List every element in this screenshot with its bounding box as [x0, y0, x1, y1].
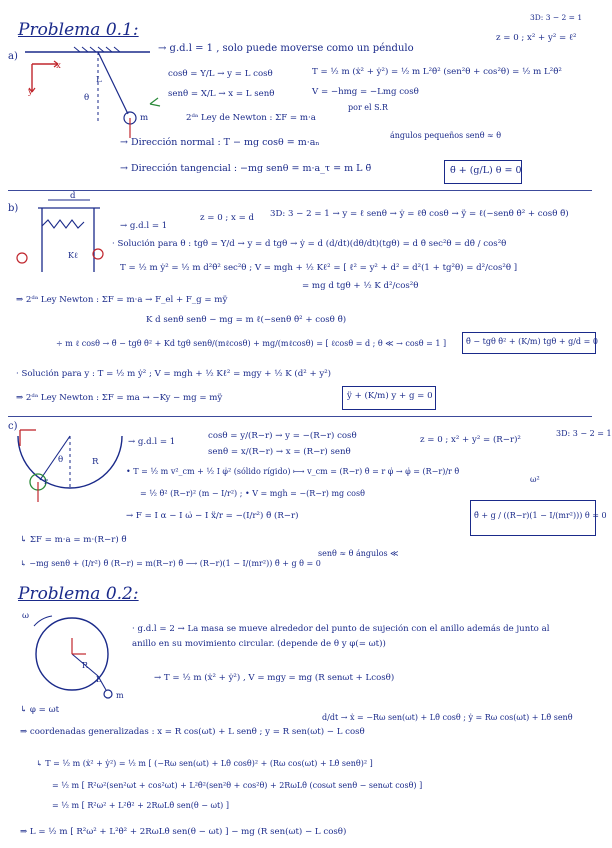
b-newton2: ⇒ 2ᵈᵃ Ley Newton : ΣF = ma → −Ky − mg = mÿ — [16, 393, 223, 403]
b-result2: ÿ + (K/m) y + g = 0 — [347, 391, 433, 401]
fig-p02-L: L — [96, 675, 102, 684]
p02-gdl: · g.d.l = 2 → La masa se mueve alrededor del punto de sujeción con el anillo además de junto al anillo en su movimiento circular. (depende de θ y φ(= ωt)) — [132, 624, 550, 649]
c-x: cosθ = y/(R−r) → y = −(R−r) cosθ — [208, 431, 357, 441]
a-small-angle: ángulos pequeños senθ ≈ θ — [390, 131, 502, 140]
fig-a-x: x — [56, 61, 61, 71]
p02-deriv: d/dt → ẋ = −Rω sen(ωt) + Lθ̇ cosθ ; ẏ = Rω cos(ωt) + Lθ̇ senθ — [322, 713, 573, 722]
problem-02-title: Problema 0.2: — [18, 584, 139, 604]
ring-pendulum-figure — [30, 612, 140, 702]
part-c-label: c) — [8, 421, 18, 432]
b-kinetic: T = ½ m ẏ² = ½ m d²θ̇² sec²θ ; V = mgh + ½ Kℓ² = [ ℓ² = y² + d² = d²(1 + tg²θ) = d²/cos²θ ] — [120, 263, 518, 273]
b-gdl: → g.d.l = 1 — [120, 221, 168, 231]
p02-lagrangian: ⇒ L = ½ m [ R²ω² + L²θ̇² + 2RωLθ̇ sen(θ − ωt) ] − mg (R sen(ωt) − L cosθ) — [20, 827, 347, 837]
a-normal: → Dirección normal : T − mg cosθ = m·aₙ — [120, 137, 320, 148]
dof-3d-a: 3D: 3 − 2 = 1 — [530, 13, 583, 22]
c-gdl: → g.d.l = 1 — [128, 437, 176, 447]
p02-T1: ↳ T = ½ m (ẋ² + ẏ²) = ½ m [ (−Rω sen(ωt) + Lθ̇ cosθ)² + (Rω cos(ωt) + Lθ̇ senθ)² ] — [36, 759, 373, 768]
b-constraints: z = 0 ; x = d — [200, 213, 255, 223]
fig-a-y: y — [28, 87, 33, 97]
b-sol-theta: · Solución para θ : tgθ = Y/d → y = d tgθ → ẏ = d (d/dt)(dθ/dt)(tgθ) = d θ̇ sec²θ = dθ̇ / cos²θ — [112, 239, 507, 249]
fig-c-R: R — [92, 457, 99, 467]
b-newton: ⇒ 2ᵈᵃ Ley Newton : ΣF = m·a → F_el + F_g = mÿ — [16, 295, 228, 305]
a-y-relation: senθ = X/L → x = L senθ — [168, 89, 275, 99]
a-potential: V = −hmg = −Lmg cosθ — [312, 87, 419, 97]
c-omega: ω² — [530, 475, 540, 484]
c-kinetic: • T = ½ m v²_cm + ½ I φ̇² (sólido rígido) ⟼ v_cm = (R−r) θ̇ = r φ̇ → φ̇ = (R−r)/r θ̇ — [126, 467, 460, 476]
fig-p02-R: R — [82, 661, 89, 670]
p02-coord: ⇒ coordenadas generalizadas : x = R cos(ωt) + L senθ ; y = R sen(ωt) − L cosθ — [20, 727, 365, 737]
a-x-relation: cosθ = Y/L → y = L cosθ — [168, 69, 273, 79]
c-force: → F = I α − I ω̇ − I ẍ/r = −(I/r²) θ̈ (R−r) — [126, 511, 299, 521]
c-y: senθ = x/(R−r) → x = (R−r) senθ — [208, 447, 351, 457]
a-newton: 2ᵈᵃ Ley de Newton : ΣF = m·a — [186, 113, 316, 123]
fig-p02-w: ω — [22, 611, 30, 621]
c-dof: 3D: 3 − 2 = 1 — [556, 429, 612, 438]
spring-figure — [8, 200, 108, 280]
b-eq1: K d senθ senθ − mg = m ℓ(−senθ θ̇² + cosθ θ̈) — [146, 315, 347, 325]
c-result: θ̈ + g / ((R−r)(1 − I/(mr²))) θ = 0 — [474, 511, 607, 520]
b-sol-y: · Solución para y : T = ½ m ẏ² ; V = mgh + ½ Kℓ² = mgy + ½ K (d² + y²) — [16, 369, 332, 379]
part-a-label: a) — [8, 51, 18, 62]
fig-a-theta: θ — [84, 93, 90, 103]
c-kinetic2: = ½ θ̇² (R−r)² (m − I/r²) ; • V = mgh = −(R−r) mg cosθ — [140, 489, 365, 498]
fig-a-L: L — [96, 75, 102, 85]
a-tangential: → Dirección tangencial : −mg senθ = m·a_τ = m L θ̈ — [120, 163, 372, 174]
c-constraints: z = 0 ; x² + y² = (R−r)² — [420, 435, 521, 445]
fig-b-K: Kℓ — [68, 251, 78, 260]
rolling-disk-figure — [14, 426, 124, 506]
divider-a-b — [8, 190, 592, 191]
gdl-a: → g.d.l = 1 , solo puede moverse como un péndulo — [158, 43, 414, 54]
part-b-label: b) — [8, 203, 19, 214]
problem-01-title: Problema 0.1: — [18, 20, 139, 40]
b-dof: 3D: 3 − 2 = 1 → y = ℓ senθ → ẏ = ℓθ̇ cosθ → ÿ = ℓ(−senθ θ̇² + cosθ θ̈) — [270, 209, 569, 219]
c-eq: ↳ −mg senθ + (I/r²) θ̈ (R−r) = m(R−r) θ̈ ⟶ (R−r)(1 − I/(mr²)) θ̈ + g θ = 0 — [20, 559, 321, 568]
b-potential2: = mg d tgθ + ½ K d²/cos²θ — [302, 281, 419, 291]
p02-phi: ↳ φ = ωt — [20, 705, 60, 715]
a-result: θ̈ + (g/L) θ = 0 — [450, 165, 522, 176]
fig-c-theta: θ — [58, 455, 64, 465]
fig-p02-m: m — [116, 691, 124, 700]
c-sum: ↳ ΣF = m·a = m·(R−r) θ̈ — [20, 535, 127, 545]
fig-b-d: d — [70, 191, 76, 201]
fig-c-r: r — [44, 477, 48, 486]
a-potential-note: por el S.R — [348, 103, 388, 112]
constraints-a: z = 0 ; x² + y² = ℓ² — [496, 33, 577, 43]
b-result1: θ̈ − tgθ θ̇² + (K/m) tgθ + g/d = 0 — [466, 337, 598, 346]
p02-T3: = ½ m [ R²ω² + L²θ̇² + 2RωLθ̇ sen(θ − ωt) ] — [52, 801, 229, 810]
b-eq2: ÷ m ℓ cosθ → θ̈ − tgθ θ̇² + Kd tgθ senθ/(mℓcosθ) + mg/(mℓcosθ) = [ ℓcosθ = d ; θ ≪ → cosθ = 1 ] — [56, 339, 447, 348]
divider-b-c — [8, 416, 592, 417]
fig-a-m: m — [140, 113, 149, 123]
c-small: senθ ≈ θ ángulos ≪ — [318, 549, 399, 558]
a-kinetic: T = ½ m (ẋ² + ẏ²) = ½ m L²θ̇² (sen²θ + cos²θ) = ½ m L²θ̇² — [312, 67, 562, 77]
p02-T: → T = ½ m (ẋ² + ẏ²) , V = mgy = mg (R senωt + Lcosθ) — [154, 673, 395, 683]
p02-T2: = ½ m [ R²ω²(sen²ωt + cos²ωt) + L²θ̇²(sen²θ + cos²θ) + 2RωLθ̇ (cosωt senθ − senωt cosθ) ] — [52, 781, 423, 790]
